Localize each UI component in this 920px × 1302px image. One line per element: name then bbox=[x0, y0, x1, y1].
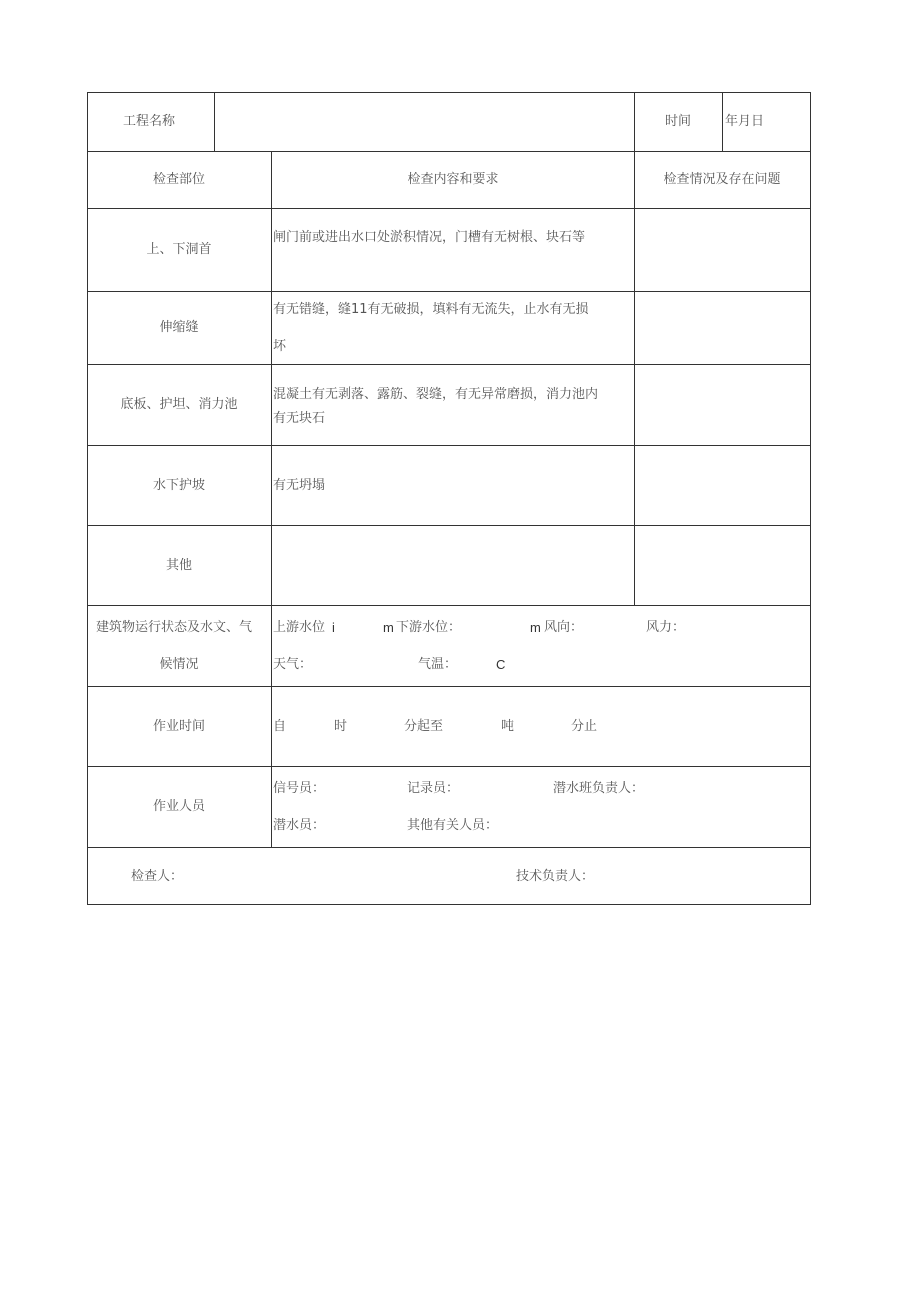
temperature-label: 气温： bbox=[418, 657, 458, 672]
divider-columns bbox=[87, 208, 811, 209]
work-time-hour-end: 吨 bbox=[501, 719, 515, 734]
row-part: 底板、护坦、消力池 bbox=[120, 397, 238, 412]
recorder-label: 记录员： bbox=[407, 781, 460, 796]
divider-header bbox=[87, 151, 811, 152]
meter-unit-1: m bbox=[383, 620, 394, 635]
conditions-label-line1: 建筑物运行状态及水文、气 bbox=[96, 620, 253, 635]
row-content-line: 有无坍塌 bbox=[273, 478, 326, 493]
divider-conditions bbox=[87, 686, 811, 687]
row-content-line: 闸门前或进出水口处淤积情况，门槽有无树根、块石等 bbox=[273, 230, 586, 245]
project-name-label: 工程名称 bbox=[123, 114, 176, 129]
divider-row3 bbox=[87, 445, 811, 446]
work-time-minute-start: 分起至 bbox=[404, 719, 444, 734]
upstream-unit: i bbox=[332, 620, 335, 635]
time-label: 时间 bbox=[665, 114, 692, 129]
tech-lead-label: 技术负责人： bbox=[516, 869, 595, 884]
row-part: 其他 bbox=[165, 558, 193, 573]
row-content-line: 混凝土有无剥落、露筋、裂缝，有无异常磨损，消力池内 bbox=[273, 387, 599, 402]
row-content-line: 有无错缝，缝11有无破损，填料有无流失，止水有无损 bbox=[273, 302, 589, 317]
downstream-label: 下游水位： bbox=[396, 620, 462, 635]
work-time-label: 作业时间 bbox=[152, 719, 206, 734]
divider-row4 bbox=[87, 525, 811, 526]
personnel-label: 作业人员 bbox=[152, 799, 206, 814]
work-time-from: 自 bbox=[273, 719, 287, 734]
wind-force-label: 风力： bbox=[646, 620, 686, 635]
work-time-minute-end: 分止 bbox=[571, 719, 598, 734]
divider-row1 bbox=[87, 291, 811, 292]
column-header-findings: 检查情况及存在问题 bbox=[663, 172, 781, 187]
inspection-form bbox=[87, 92, 811, 905]
border-bottom bbox=[87, 904, 811, 905]
inspector-label: 检查人： bbox=[131, 869, 184, 884]
work-time-hour-start: 时 bbox=[334, 719, 348, 734]
upstream-label: 上游水位 bbox=[273, 620, 326, 635]
row-part: 上、下洞首 bbox=[146, 242, 212, 257]
divider-personnel bbox=[87, 847, 811, 848]
divider-findings-col bbox=[634, 92, 635, 606]
divider-worktime bbox=[87, 766, 811, 767]
date-label: 年月日 bbox=[725, 114, 765, 129]
conditions-label-line2: 候情况 bbox=[159, 657, 199, 672]
row-part: 水下护坡 bbox=[152, 478, 206, 493]
row-content-line: 坏 bbox=[273, 339, 287, 354]
other-personnel-label: 其他有关人员： bbox=[407, 818, 499, 833]
signalman-label: 信号员： bbox=[273, 781, 326, 796]
divider-row2 bbox=[87, 364, 811, 365]
divider-part-col bbox=[271, 151, 272, 848]
row-part: 伸缩缝 bbox=[159, 320, 199, 335]
diving-leader-label: 潜水班负责人： bbox=[553, 781, 645, 796]
row-content-line: 有无块石 bbox=[273, 411, 326, 426]
wind-direction-label: 风向： bbox=[544, 620, 584, 635]
divider-row5 bbox=[87, 605, 811, 606]
divider-time-label bbox=[722, 92, 723, 152]
border-top bbox=[87, 92, 811, 93]
meter-unit-2: m bbox=[530, 620, 541, 635]
diver-label: 潜水员： bbox=[273, 818, 326, 833]
divider-name-label bbox=[214, 92, 215, 152]
border-left bbox=[87, 92, 88, 905]
border-right bbox=[810, 92, 811, 905]
weather-label: 天气： bbox=[273, 657, 313, 672]
column-header-content: 检查内容和要求 bbox=[407, 172, 499, 187]
column-header-part: 检查部位 bbox=[152, 172, 206, 187]
temperature-unit: C bbox=[496, 657, 506, 672]
